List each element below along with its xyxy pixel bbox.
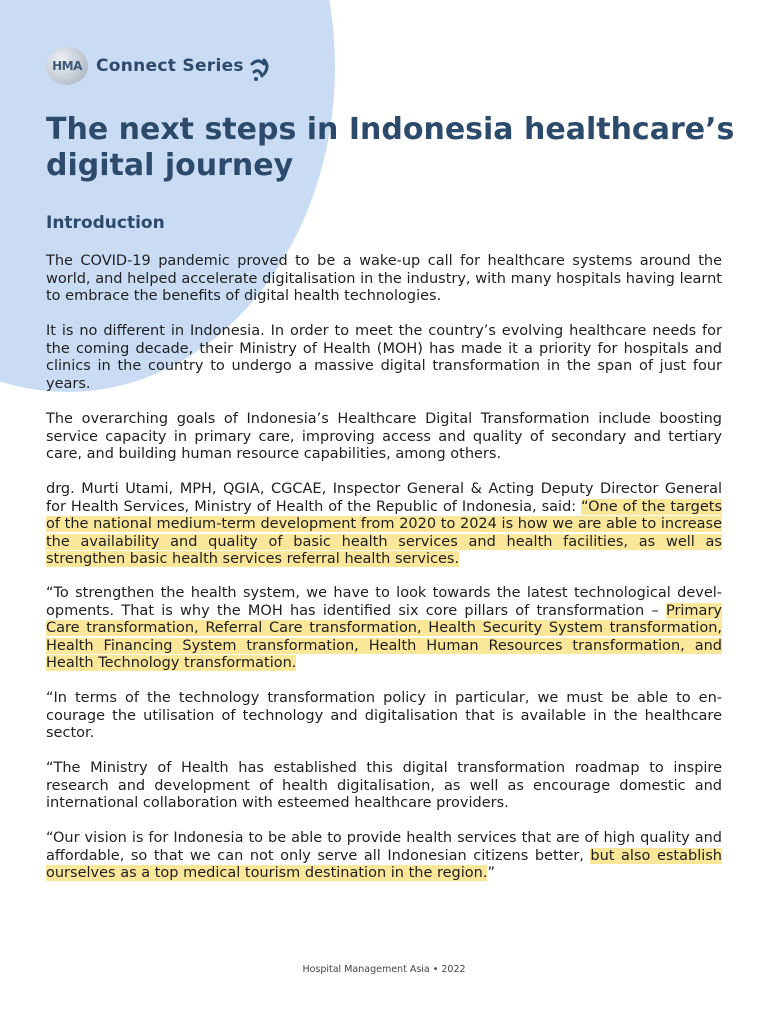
hma-logo-text: HMA (52, 59, 82, 73)
paragraph-3: The overarching goals of Indonesia’s Healthcare Digital Transformation include boosting service capacity in primary care, improving access and quality of secondary and tertiary care, and building human resource capabilities, among others. (46, 411, 722, 463)
paragraph-8: “Our vision is for Indonesia to be able to provide health services that are of high quality and affordable, so that we can not only serve all Indonesian citizens better, but also establish ourselves as a top medical tourism destination in the region.” (46, 830, 722, 882)
paragraph-6: “In terms of the technology transformation policy in particular, we must be able to encourage the utilisation of technology and digitalisation that is available in the healthcare sector. (46, 690, 722, 742)
highlighted-pillars: Primary Care transformation, Referral Care transformation, Health Security System transformation, Health Financing System transformation, Health Human Resources transformation, and Health Technology transformation. (46, 602, 722, 672)
series-label: Connect Series (96, 56, 244, 76)
paragraph-1: The COVID-19 pandemic proved to be a wake-up call for healthcare systems around the world, and helped accelerate digitalisation in the industry, with many hospitals having learnt to embrace the benefits of digital health technologies. (46, 253, 722, 305)
page-title: The next steps in Indonesia healthcare’s digital journey (46, 112, 735, 183)
paragraph-4: drg. Murti Utami, MPH, QGIA, CGCAE, Inspector General & Acting Deputy Director General for Health Services, Ministry of Health of the Republic of Indonesia, said: “One of the targets of the national medium-term development from 2020 to 2024 is how we are able to increase the availability and quality of basic health services and health facilities, as well as strengthen basic health services referral health services. (46, 481, 722, 568)
hma-logo-icon (46, 47, 88, 85)
paragraph-7: “The Ministry of Health has established this digital transformation roadmap to inspire research and development of health digitalisation, as well as encourage domestic and international collaboration with esteemed healthcare providers. (46, 760, 722, 812)
series-wave-icon (250, 56, 274, 82)
section-heading: Introduction (46, 213, 165, 233)
page-footer: Hospital Management Asia • 2022 (302, 964, 466, 975)
paragraph-2: It is no different in Indonesia. In order to meet the country’s evolving healthcare needs for the coming decade, their Ministry of Health (MOH) has made it a priority for hospitals and clinics in the country to undergo a massive digital transformation in the span of just four years. (46, 323, 722, 392)
highlighted-quote: “One of the targets of the national medium-term development from 2020 to 2024 is how we are able to increase the availability and quality of basic health services and health facilities, as well as strengthen basic health services referral health services. (46, 498, 722, 568)
series-logo (46, 46, 274, 86)
paragraph-5: “To strengthen the health system, we have to look towards the latest technological developments. That is why the MOH has identified six core pillars of transformation – Primary Care transformation, Referral Care transformation, Health Security System transformation, Health Financing System transformation, Health Human Resources transformation, and Health Technology transformation. (46, 585, 722, 672)
highlighted-vision: but also establish ourselves as a top medical tourism destination in the region. (46, 847, 722, 882)
